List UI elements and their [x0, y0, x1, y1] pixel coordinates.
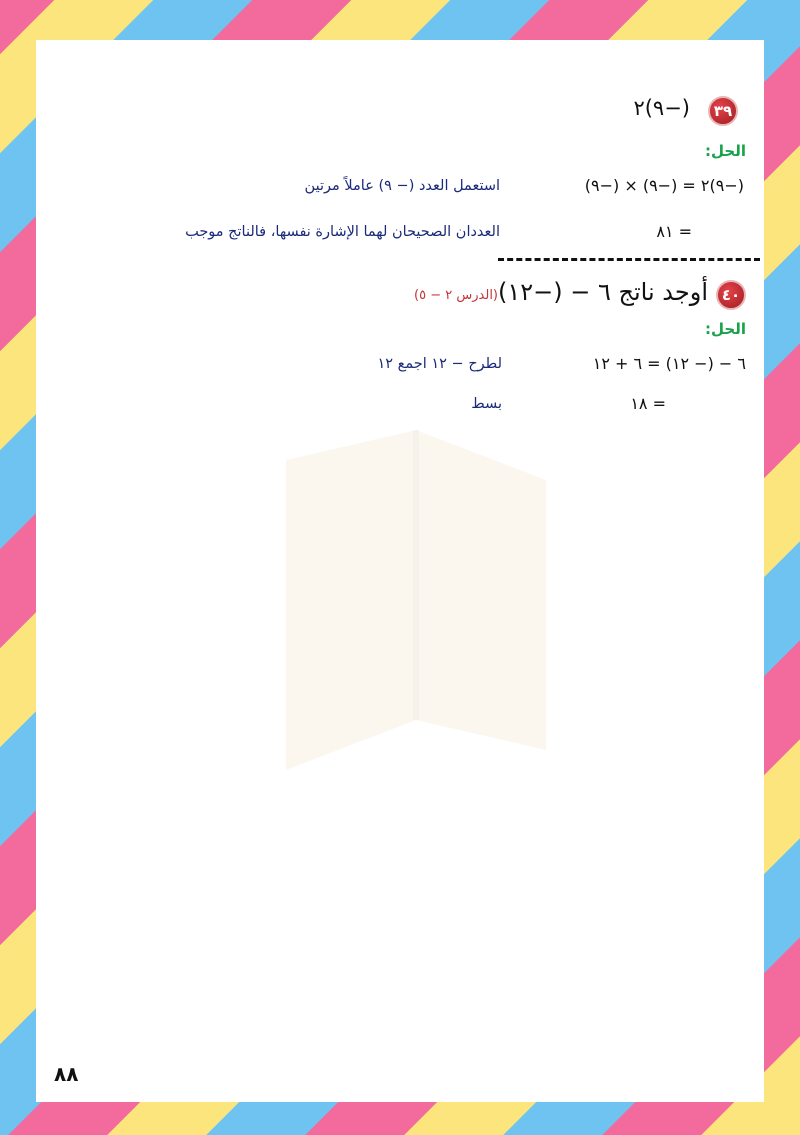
problem-40-lesson-ref: (الدرس ٢ − ٥) [414, 288, 498, 303]
problem-40-number: ٤٠ [721, 286, 741, 304]
problem-39-step1-equation: (−٩)٢ = (−٩) × (−٩) [584, 176, 744, 195]
page-number: ٨٨ [54, 1062, 79, 1086]
problem-40-badge [716, 280, 746, 310]
section-divider [498, 258, 760, 261]
problem-39-step2-equation: = ٨١ [656, 222, 692, 241]
problem-39-step2-note: العددان الصحيحان لهما الإشارة نفسها، فالناتج موجب [185, 224, 500, 240]
problem-39-expression: (−٩)٢ [633, 96, 690, 120]
problem-40-title: أوجد ناتج ٦ − (−١٢) [497, 278, 708, 306]
problem-39-number: ٣٩ [713, 102, 733, 120]
problem-40-step1-note: لطرح − ١٢ اجمع ١٢ [377, 356, 502, 372]
problem-39-solution-label: الحل: [705, 142, 746, 160]
worksheet-page [36, 40, 764, 1102]
problem-40-step2-note: بسط [471, 396, 502, 412]
problem-40-step2-equation: = ١٨ [630, 394, 666, 413]
problem-40-step1-equation: ٦ − (− ١٢) = ٦ + ١٢ [592, 354, 746, 373]
book-watermark-icon [266, 420, 566, 780]
problem-40-solution-label: الحل: [705, 320, 746, 338]
problem-39-step1-note: استعمل العدد (− ٩) عاملاً مرتين [304, 178, 500, 194]
problem-39-badge [708, 96, 738, 126]
